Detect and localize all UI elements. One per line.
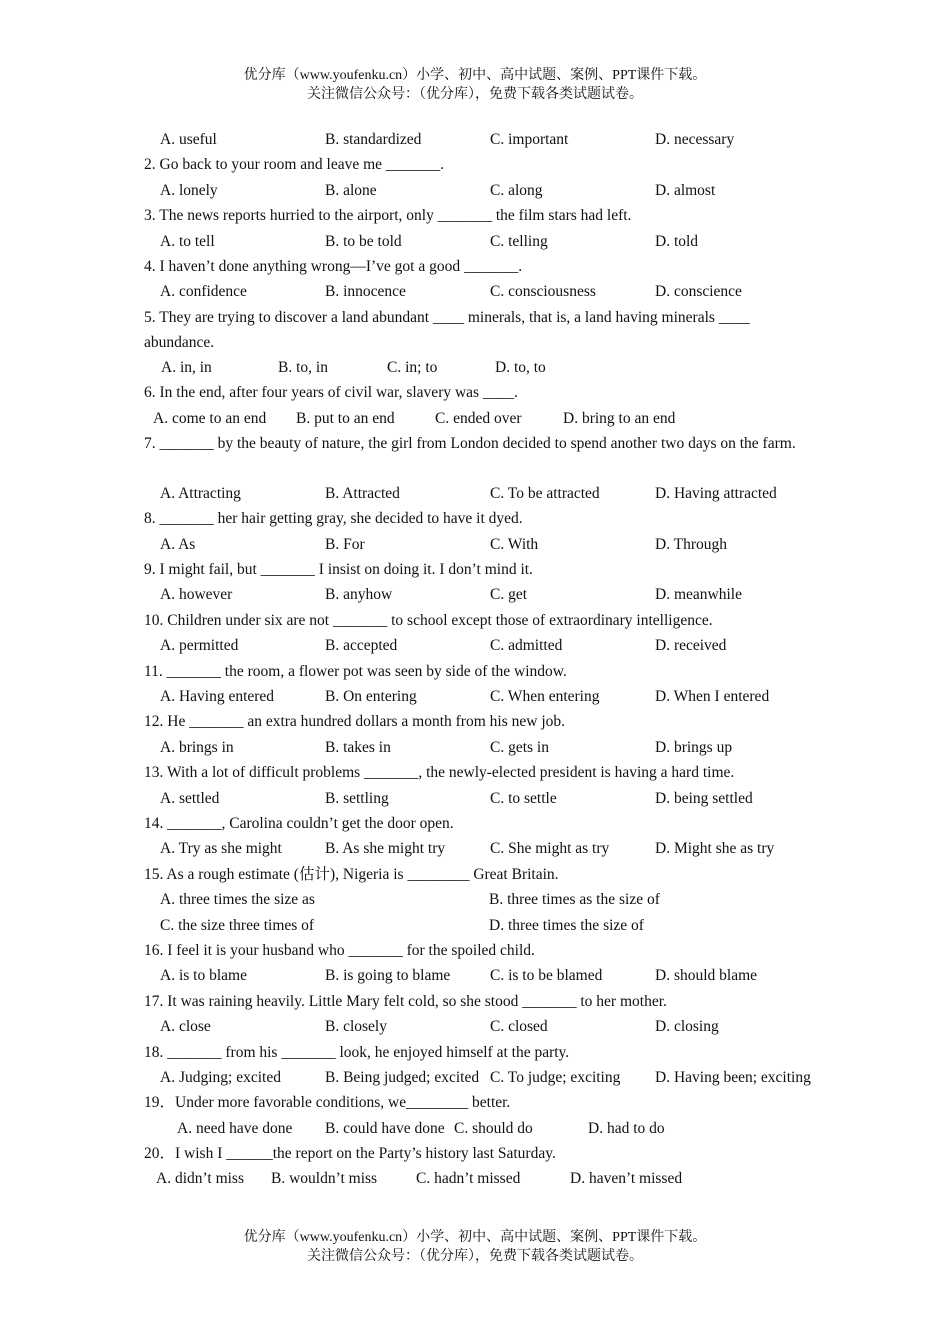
question-stem: 17. It was raining heavily. Little Mary felt cold, so she stood _______ to her mother. — [144, 992, 667, 1010]
option-d: D. meanwhile — [655, 586, 742, 604]
option-b: B. Being judged; excited — [325, 1068, 480, 1086]
option-a: A. to tell — [160, 232, 215, 250]
question-list — [144, 127, 810, 1192]
option-a: A. three times the size as — [160, 891, 315, 909]
option-d: D. bring to an end — [563, 409, 676, 427]
options-row — [144, 887, 810, 912]
option-b: B. put to an end — [296, 409, 395, 427]
option-b: B. to, in — [278, 358, 328, 376]
option-d: D. conscience — [655, 283, 742, 301]
options-row — [144, 786, 810, 811]
option-b: B. For — [325, 535, 365, 553]
options-row — [144, 633, 810, 658]
option-a: A. brings in — [160, 738, 234, 756]
option-d: D. Having attracted — [655, 484, 777, 502]
option-c: C. hadn’t missed — [416, 1170, 521, 1188]
question-stem: 7. _______ by the beauty of nature, the girl from London decided to spend another two days on the farm. — [144, 434, 796, 452]
option-a: A. permitted — [160, 637, 239, 655]
options-row — [144, 1166, 810, 1191]
option-c: C. When entering — [490, 688, 600, 706]
option-c: C. gets in — [490, 738, 549, 756]
option-c: C. ended over — [435, 409, 522, 427]
option-d: D. When I entered — [655, 688, 770, 706]
question-stem: 16. I feel it is your husband who _______ for the spoiled child. — [144, 941, 535, 959]
question-stem: 11. _______ the room, a flower pot was seen by side of the window. — [144, 662, 567, 680]
options-row — [144, 406, 810, 431]
options-row — [144, 355, 810, 380]
option-c: C. She might as try — [490, 840, 610, 858]
option-d: D. closing — [655, 1018, 719, 1036]
question-stem: 5. They are trying to discover a land abundant ____ minerals, that is, a land having minerals ____ abundance. — [144, 308, 750, 351]
option-a: A. close — [160, 1018, 211, 1036]
option-a: A. confidence — [160, 283, 247, 301]
header-line-2: 关注微信公众号：（优分库），免费下载各类试题试卷。 — [307, 87, 643, 102]
option-c: C. to settle — [490, 789, 557, 807]
option-d: D. should blame — [655, 967, 758, 985]
options-row — [144, 1014, 810, 1039]
option-c: C. admitted — [490, 637, 563, 655]
options-row — [144, 532, 810, 557]
option-b: B. accepted — [325, 637, 398, 655]
question-stem: 9. I might fail, but _______ I insist on doing it. I don’t mind it. — [144, 561, 533, 579]
footer-line-2: 关注微信公众号：（优分库），免费下载各类试题试卷。 — [307, 1249, 643, 1264]
options-row — [144, 582, 810, 607]
option-d: D. Through — [655, 535, 728, 553]
option-c: C. get — [490, 586, 528, 604]
option-c: C. telling — [490, 232, 548, 250]
option-b: B. anyhow — [325, 586, 393, 604]
question-stem: 3. The news reports hurried to the airport, only _______ the film stars had left. — [144, 207, 632, 225]
question-stem: 18. _______ from his _______ look, he enjoyed himself at the party. — [144, 1043, 570, 1061]
option-c: C. To judge; exciting — [490, 1068, 621, 1086]
option-b: B. three times as the size of — [489, 891, 660, 909]
option-d: D. necessary — [655, 131, 735, 148]
option-d: D. to, to — [495, 358, 546, 376]
option-a: A. useful — [160, 131, 217, 148]
option-d: D. haven’t missed — [570, 1170, 683, 1188]
header-line-1: 优分库（www.youfenku.cn）小学、初中、高中试题、案例、PPT课件下载。 — [243, 68, 707, 83]
options-row — [144, 1065, 810, 1090]
option-d: D. had to do — [588, 1119, 665, 1137]
option-b: B. standardized — [325, 131, 422, 148]
option-d: D. told — [655, 232, 699, 250]
option-b: B. alone — [325, 181, 377, 199]
option-a: A. didn’t miss — [156, 1170, 244, 1188]
option-d: D. brings up — [655, 738, 733, 756]
option-c: C. should do — [454, 1119, 533, 1137]
option-a: A. lonely — [160, 181, 218, 199]
option-a: A. come to an end — [153, 409, 267, 427]
option-c: C. closed — [490, 1018, 548, 1036]
options-row — [144, 481, 810, 506]
option-a: A. As — [160, 535, 196, 553]
option-a: A. is to blame — [160, 967, 247, 985]
footer-line-1: 优分库（www.youfenku.cn）小学、初中、高中试题、案例、PPT课件下载。 — [243, 1230, 707, 1245]
question-stem: 20．I wish I ______the report on the Party’s history last Saturday. — [144, 1145, 556, 1163]
option-b: B. could have done — [325, 1119, 445, 1137]
question-stem: 15. As a rough estimate (估计), Nigeria is ________ Great Britain. — [144, 865, 559, 883]
option-b: B. As she might try — [325, 840, 446, 858]
option-a: A. settled — [160, 789, 220, 807]
option-c: C. is to be blamed — [490, 967, 603, 985]
question-stem: 4. I haven’t done anything wrong—I’ve got a good _______. — [144, 257, 523, 275]
question-stem: 2. Go back to your room and leave me _______. — [144, 156, 445, 174]
option-d: D. almost — [655, 181, 716, 199]
option-c: C. consciousness — [490, 283, 596, 301]
options-row — [144, 229, 810, 254]
options-row — [144, 127, 810, 152]
option-a: A. Try as she might — [160, 840, 282, 858]
options-row — [144, 735, 810, 760]
question-stem: 8. _______ her hair getting gray, she decided to have it dyed. — [144, 510, 523, 528]
question-stem: 13. With a lot of difficult problems _______, the newly-elected president is having a hard time. — [144, 764, 735, 782]
option-b: B. wouldn’t miss — [271, 1170, 378, 1188]
options-row — [144, 913, 810, 938]
option-a: A. however — [160, 586, 233, 604]
options-row — [144, 279, 810, 304]
option-c: C. in; to — [387, 358, 438, 376]
option-b: B. to be told — [325, 232, 402, 250]
option-b: B. takes in — [325, 738, 391, 756]
option-d: D. three times the size of — [489, 916, 644, 934]
option-d: D. Might she as try — [655, 840, 775, 858]
options-row — [144, 836, 810, 861]
option-b: B. Attracted — [325, 484, 400, 502]
question-stem: 10. Children under six are not _______ to school except those of extraordinary intelligence. — [144, 611, 713, 629]
option-b: B. innocence — [325, 283, 406, 301]
option-c: C. To be attracted — [490, 484, 600, 502]
question-stem: 6. In the end, after four years of civil war, slavery was ____. — [144, 384, 518, 402]
option-b: B. On entering — [325, 688, 417, 706]
option-c: C. With — [490, 535, 539, 553]
option-a: A. Judging; excited — [160, 1068, 281, 1086]
option-b: B. closely — [325, 1018, 387, 1036]
options-row — [144, 178, 810, 203]
options-row — [144, 963, 810, 988]
page-header — [0, 66, 950, 104]
option-b: B. settling — [325, 789, 389, 807]
option-d: D. Having been; exciting — [655, 1068, 811, 1086]
option-c: C. the size three times of — [160, 916, 315, 934]
option-c: C. important — [490, 131, 569, 148]
option-d: D. being settled — [655, 789, 753, 807]
option-a: A. need have done — [177, 1119, 293, 1137]
option-d: D. received — [655, 637, 727, 655]
option-a: A. in, in — [161, 358, 212, 376]
options-row — [144, 1116, 810, 1141]
option-a: A. Having entered — [160, 688, 275, 706]
question-stem: 14. _______, Carolina couldn’t get the door open. — [144, 814, 454, 832]
page-footer — [0, 1228, 950, 1266]
question-stem: 19．Under more favorable conditions, we________ better. — [144, 1094, 511, 1112]
options-row — [144, 684, 810, 709]
option-a: A. Attracting — [160, 484, 241, 502]
question-stem: 12. He _______ an extra hundred dollars a month from his new job. — [144, 713, 565, 731]
option-b: B. is going to blame — [325, 967, 451, 985]
option-c: C. along — [490, 181, 543, 199]
